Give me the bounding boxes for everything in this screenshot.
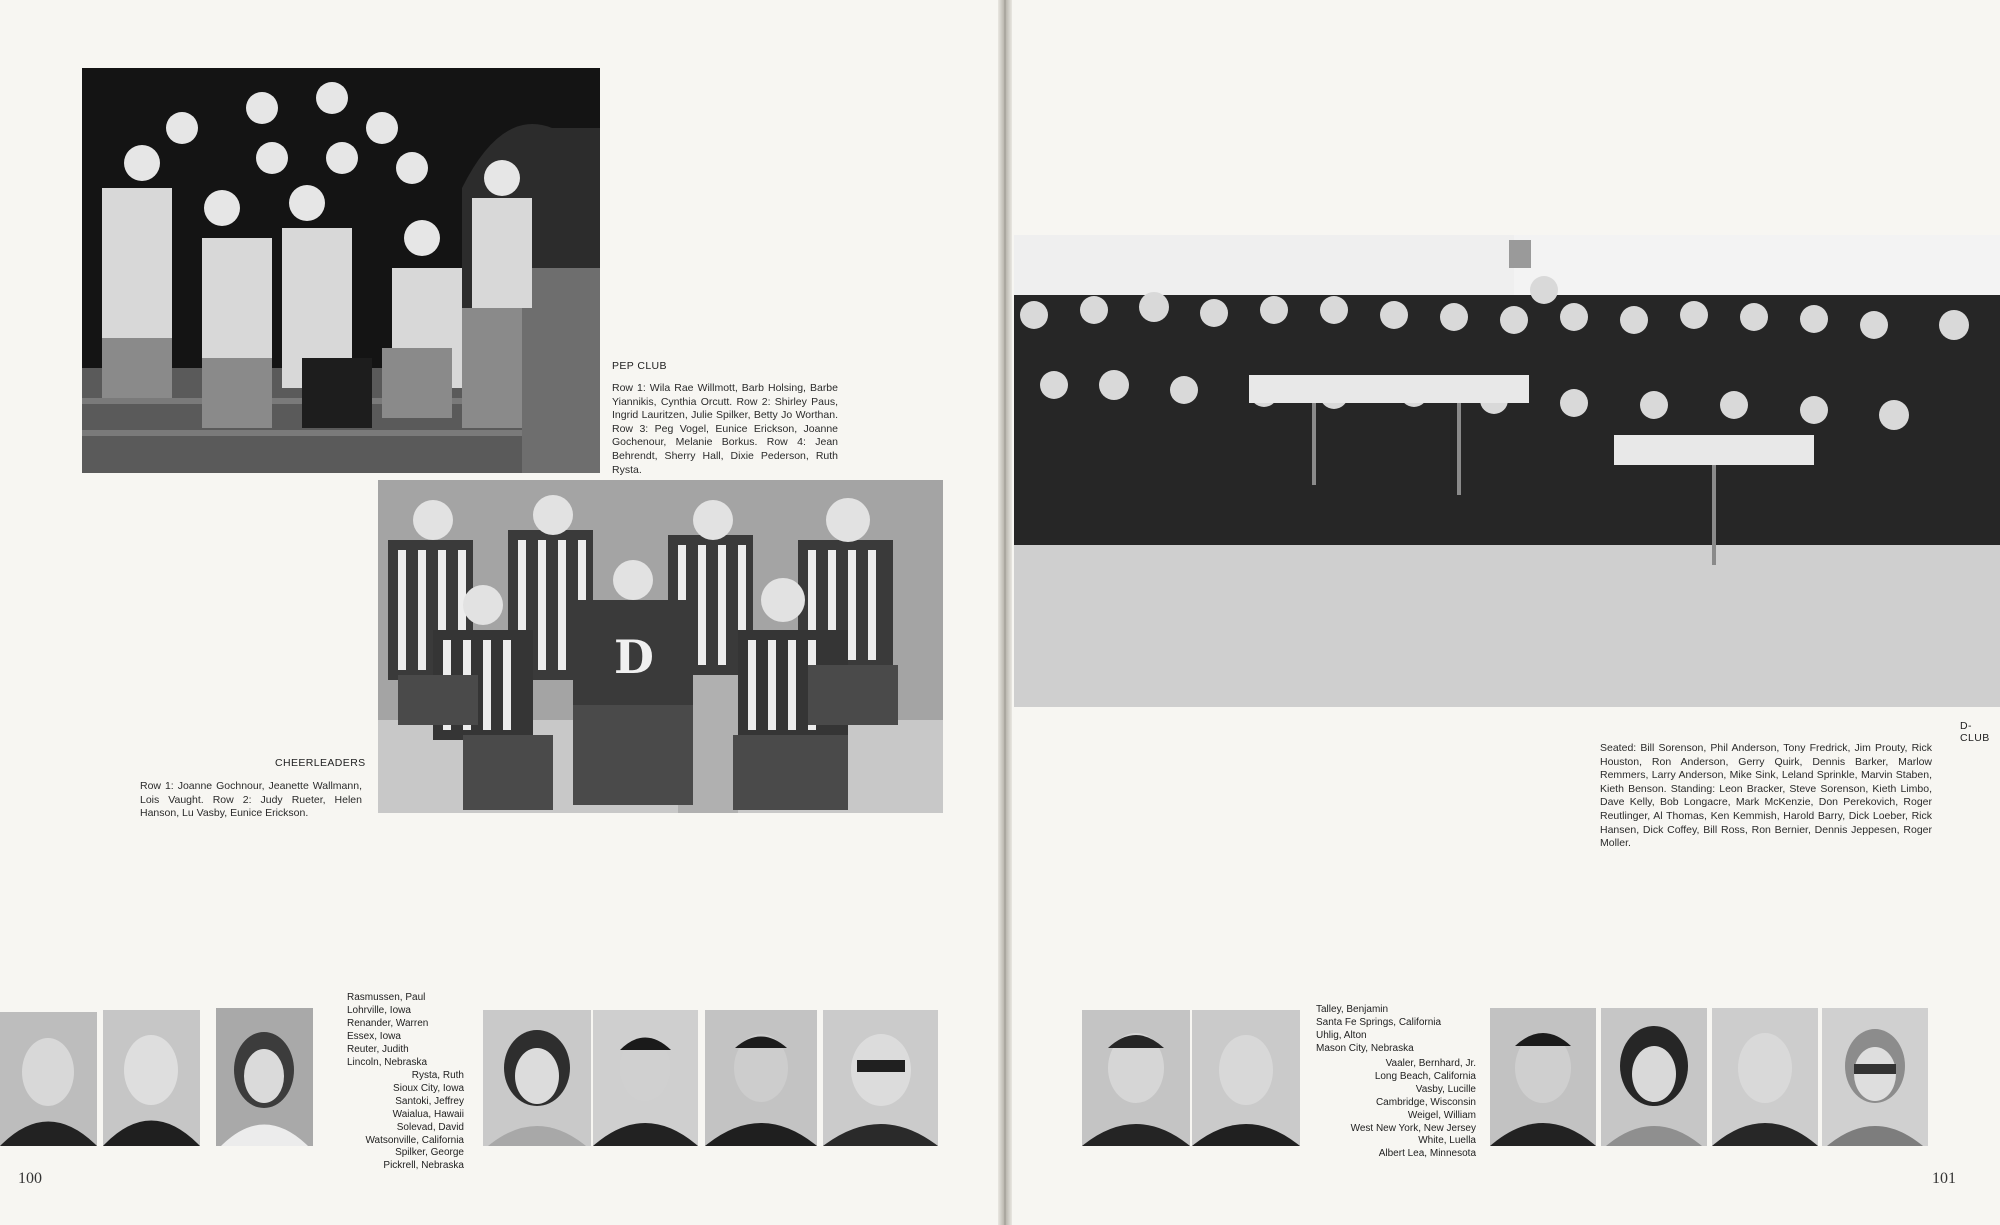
left-page bbox=[0, 0, 998, 1225]
cheerleaders-photo bbox=[378, 480, 943, 813]
name-line: West New York, New Jersey bbox=[1350, 1122, 1476, 1134]
name-line: Sioux City, Iowa bbox=[393, 1082, 464, 1094]
portrait-santoki bbox=[593, 1010, 698, 1146]
name-line: Watsonville, California bbox=[365, 1134, 464, 1146]
portrait-vaaler bbox=[1490, 1008, 1596, 1146]
name-line: Uhlig, Alton bbox=[1316, 1029, 1367, 1041]
name-line: Essex, Iowa bbox=[347, 1030, 401, 1042]
name-line: Cambridge, Wisconsin bbox=[1375, 1096, 1476, 1108]
right-page bbox=[1012, 0, 2000, 1225]
name-line: Solevad, David bbox=[396, 1121, 464, 1133]
names-list-right-b bbox=[1312, 1058, 1476, 1161]
name-line: Santa Fe Springs, California bbox=[1316, 1016, 1442, 1028]
cheerleaders-title: CHEERLEADERS bbox=[275, 757, 366, 769]
name-line: Spilker, George bbox=[395, 1147, 464, 1159]
pep-club-photo bbox=[82, 68, 600, 473]
portrait-uhlig bbox=[1192, 1010, 1300, 1146]
portrait-rasmussen bbox=[0, 1012, 97, 1146]
portrait-vasby bbox=[1601, 1008, 1707, 1146]
spine-gutter bbox=[998, 0, 1012, 1225]
name-line: White, Luella bbox=[1418, 1135, 1476, 1147]
pep-club-caption: Row 1: Wila Rae Willmott, Barb Holsing, Barbe Yiannikis, Cynthia Orcutt. Row 2: Shirley Paus, Ingrid Lauritzen, Julie Spilker, Betty Jo Worthan. Row 3: Peg Vogel, Eunice Erickson, Joanne Gochenour, Melanie Borkus. Row 4: Jean Behrendt, Sherry Hall, Dixie Pederson, Ruth Rysta. bbox=[612, 382, 838, 476]
name-line: Talley, Benjamin bbox=[1316, 1004, 1389, 1015]
portrait-solevad bbox=[705, 1010, 817, 1146]
name-line: Mason City, Nebraska bbox=[1316, 1042, 1414, 1054]
pep-club-title: PEP CLUB bbox=[612, 360, 667, 372]
name-line: Albert Lea, Minnesota bbox=[1378, 1148, 1476, 1160]
d-club-title: D-CLUB bbox=[1960, 720, 1990, 744]
cheerleaders-caption: Row 1: Joanne Gochnour, Jeanette Wallmann, Lois Vaught. Row 2: Judy Rueter, Helen Hanson, Lu Vasby, Eunice Erickson. bbox=[140, 780, 362, 820]
page-number-right: 101 bbox=[1932, 1170, 1956, 1187]
name-line: Rysta, Ruth bbox=[411, 1070, 464, 1081]
name-line: Vaaler, Bernhard, Jr. bbox=[1385, 1058, 1476, 1069]
portrait-renander bbox=[103, 1010, 200, 1146]
name-line: Santoki, Jeffrey bbox=[395, 1095, 464, 1107]
portrait-spilker bbox=[823, 1010, 938, 1146]
names-list-left-a bbox=[347, 992, 428, 1069]
name-line: Vasby, Lucille bbox=[1415, 1083, 1476, 1095]
names-list-left-b bbox=[330, 1070, 464, 1173]
portrait-weigel bbox=[1712, 1008, 1818, 1146]
names-list-right-a bbox=[1316, 1004, 1441, 1056]
page-number-left: 100 bbox=[18, 1170, 42, 1187]
portrait-talley bbox=[1082, 1010, 1190, 1146]
d-club-caption: Seated: Bill Sorenson, Phil Anderson, Tony Fredrick, Jim Prouty, Rick Houston, Ron Anderson, Gerry Quirk, Dennis Barker, Marlow Remmers, Larry Anderson, Mike Sink, Leland Sprinkle, Marvin Staben, Kieth Benson. Standing: Leon Bracker, Steve Sorenson, Kieth Limbo, Dave Kelly, Bob Longacre, Mark McKenzie, Don Perekovich, Roger Reutlinger, Al Thomas, Ken Kemmish, Harold Barry, Dick Loeber, Rick Hansen, Dick Coffey, Bill Ross, Ron Bernier, Dennis Jeppesen, Roger Moller. bbox=[1600, 742, 1932, 850]
name-line: Lincoln, Nebraska bbox=[347, 1056, 428, 1068]
sweater-letter-d: D bbox=[614, 630, 654, 684]
portrait-rysta bbox=[483, 1010, 591, 1146]
name-line: Weigel, William bbox=[1407, 1109, 1476, 1121]
portrait-white bbox=[1822, 1008, 1928, 1146]
name-line: Rasmussen, Paul bbox=[347, 992, 426, 1003]
name-line: Waialua, Hawaii bbox=[392, 1108, 464, 1120]
name-line: Long Beach, California bbox=[1374, 1070, 1476, 1082]
name-line: Reuter, Judith bbox=[347, 1043, 409, 1055]
d-club-photo bbox=[1014, 235, 2000, 707]
name-line: Lohrville, Iowa bbox=[347, 1004, 411, 1016]
name-line: Pickrell, Nebraska bbox=[383, 1160, 464, 1172]
name-line: Renander, Warren bbox=[347, 1017, 429, 1029]
portrait-reuter bbox=[216, 1008, 313, 1146]
